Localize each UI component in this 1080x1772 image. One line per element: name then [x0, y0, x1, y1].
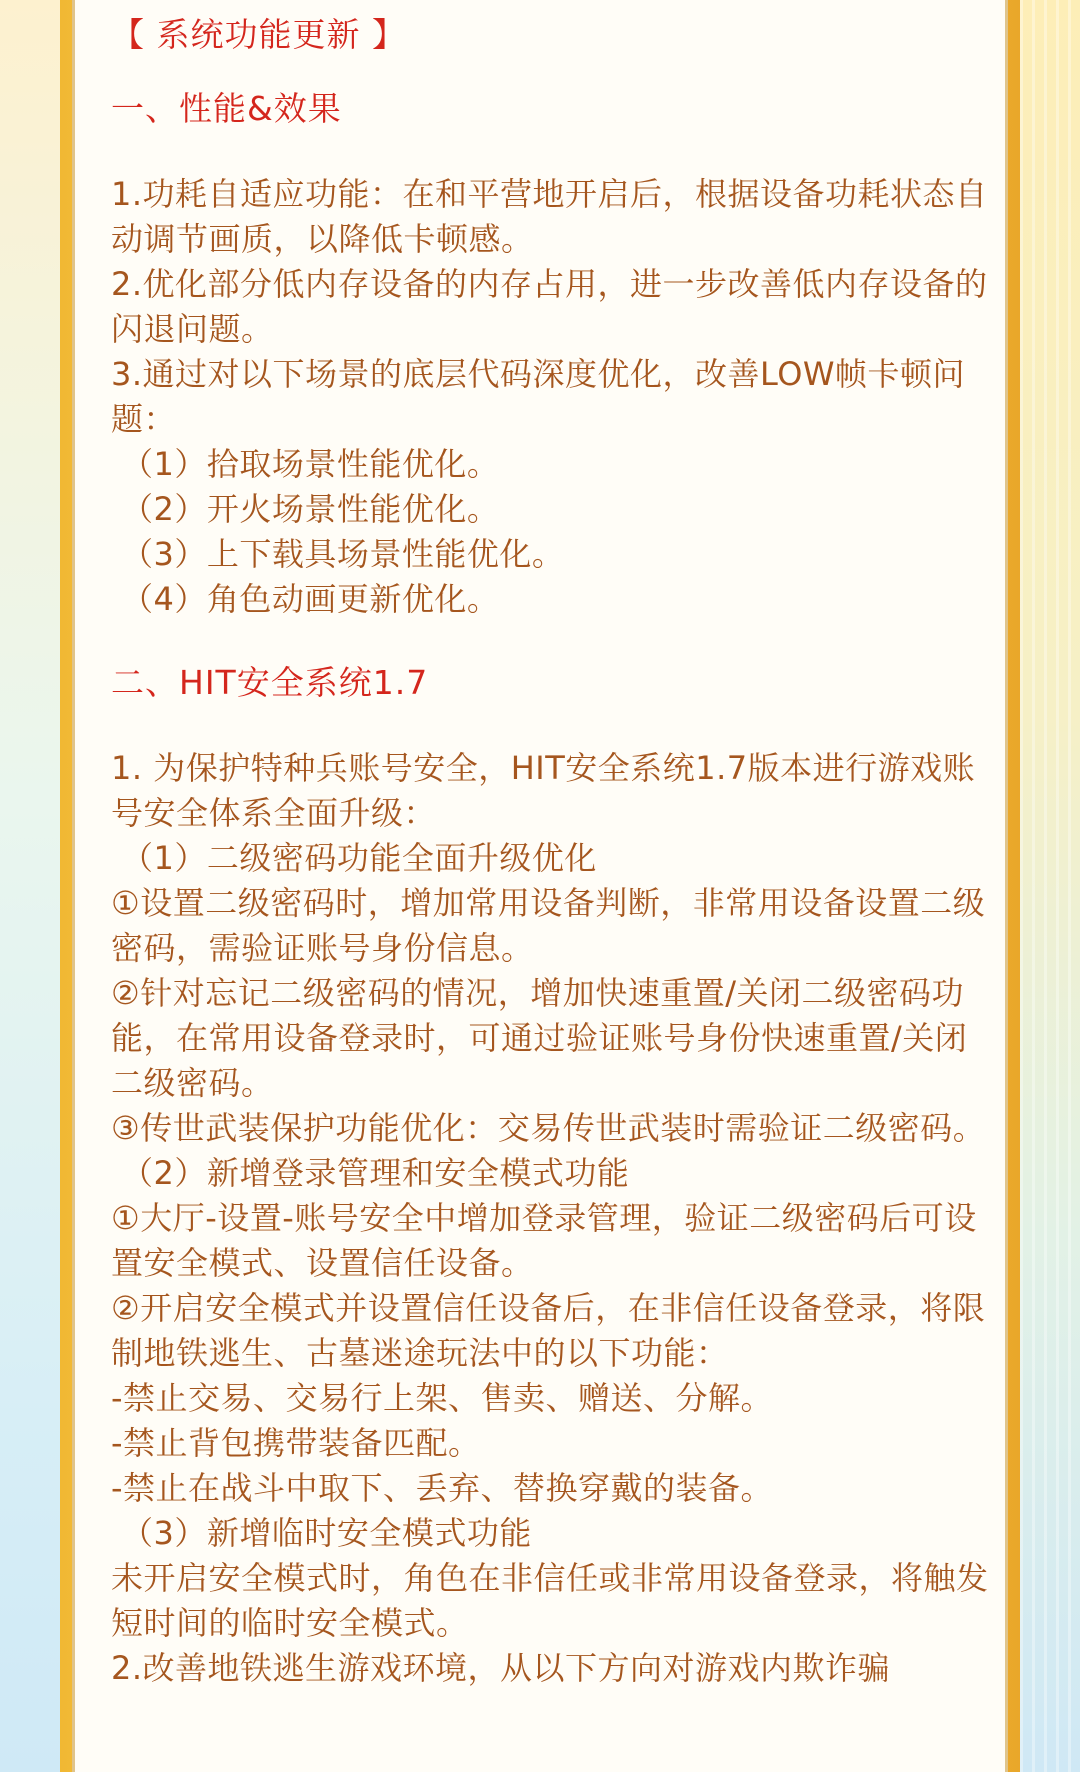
list-item: （1）二级密码功能全面升级优化: [121, 839, 597, 877]
left-decorative-strip: [0, 0, 60, 1772]
list-item: （3）新增临时安全模式功能: [121, 1514, 532, 1552]
announcement-panel: [72, 0, 1008, 1772]
paragraph: 未开启安全模式时，角色在非信任或非常用设备登录，将触发短时间的临时安全模式。: [111, 1559, 989, 1642]
paragraph: 1.功耗自适应功能：在和平营地开启后，根据设备功耗状态自动调节画质，以降低卡顿感。: [111, 175, 988, 258]
paragraph: 2.改善地铁逃生游戏环境，从以下方向对游戏内欺诈骗: [111, 1649, 891, 1687]
paragraph: 3.通过对以下场景的底层代码深度优化，改善LOW帧卡顿问题：: [111, 355, 966, 438]
paragraph: ③传世武装保护功能优化：交易传世武装时需验证二级密码。: [111, 1109, 986, 1147]
paragraph: 1. 为保护特种兵账号安全，HIT安全系统1.7版本进行游戏账号安全体系全面升级：: [111, 749, 976, 832]
system-update-tag: 【 系统功能更新 】: [111, 15, 406, 54]
golden-frame: [60, 0, 1020, 1772]
list-item: （2）新增登录管理和安全模式功能: [121, 1154, 630, 1192]
paragraph: ②针对忘记二级密码的情况，增加快速重置/关闭二级密码功能，在常用设备登录时，可通过验证账号身份快速重置/关闭二级密码。: [111, 974, 968, 1102]
paragraph: ①设置二级密码时，增加常用设备判断，非常用设备设置二级密码，需验证账号身份信息。: [111, 884, 986, 967]
right-decorative-strip: [1020, 0, 1080, 1772]
paragraph: ②开启安全模式并设置信任设备后，在非信任设备登录，将限制地铁逃生、古墓迷途玩法中的以下功能：: [111, 1289, 986, 1372]
section-heading: 一、性能&效果: [111, 89, 342, 128]
paragraph: -禁止背包携带装备匹配。: [111, 1424, 481, 1462]
paragraph: 2.优化部分低内存设备的内存占用，进一步改善低内存设备的闪退问题。: [111, 265, 988, 348]
section-body: [111, 172, 991, 622]
section-performance: [111, 84, 991, 622]
section-heading: 二、HIT安全系统1.7: [111, 663, 429, 702]
list-item: （2）开火场景性能优化。: [121, 490, 500, 528]
list-item: （1）拾取场景性能优化。: [121, 445, 500, 483]
list-item: （3）上下载具场景性能优化。: [121, 535, 565, 573]
paragraph: -禁止交易、交易行上架、售卖、赠送、分解。: [111, 1379, 774, 1417]
section-hit-security: [111, 658, 991, 1691]
paragraph: ①大厅-设置-账号安全中增加登录管理，验证二级密码后可设置安全模式、设置信任设备。: [111, 1199, 977, 1282]
section-body: [111, 746, 991, 1691]
list-item: （4）角色动画更新优化。: [121, 580, 500, 618]
paragraph: -禁止在战斗中取下、丢弃、替换穿戴的装备。: [111, 1469, 774, 1507]
